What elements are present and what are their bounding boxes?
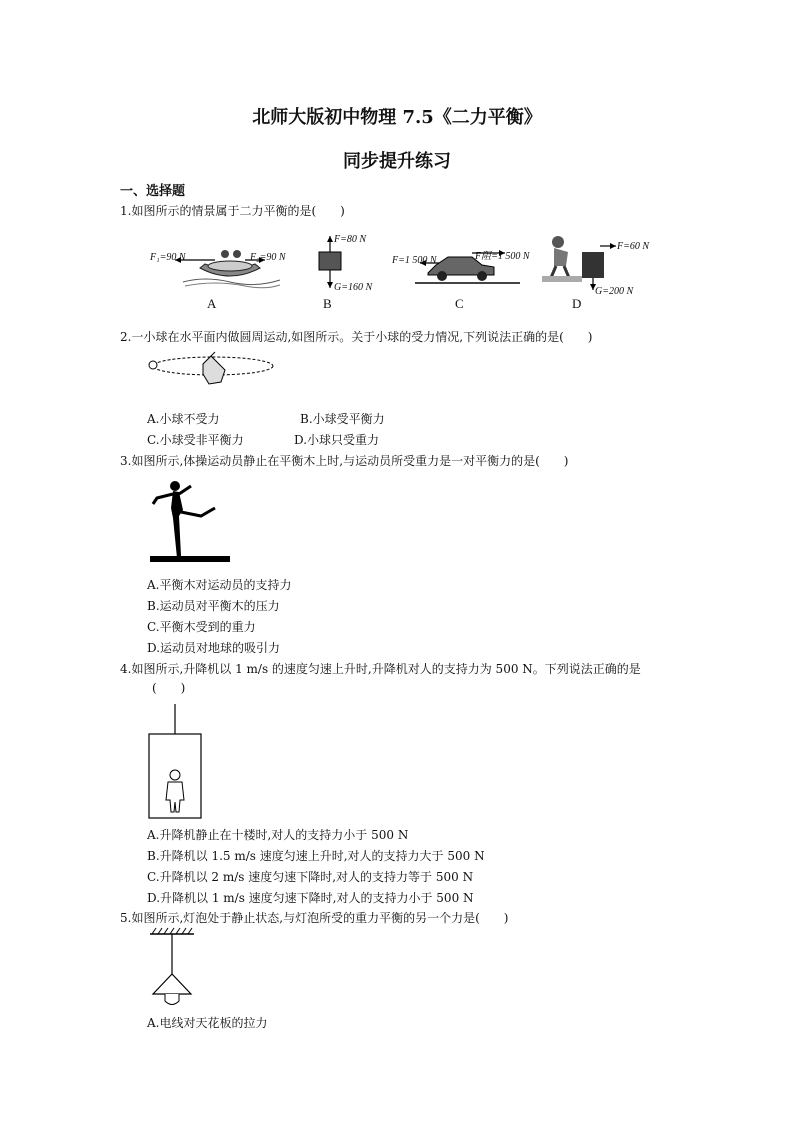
q4-option-a: A.升降机静止在十楼时,对人的支持力小于 500 N (147, 828, 409, 842)
q4-option-d: D.升降机以 1 m/s 速度匀速下降时,对人的支持力小于 500 N (147, 891, 474, 905)
fig-b-caption: B (323, 296, 332, 311)
q2-option-c: C.小球受非平衡力 (147, 433, 244, 447)
question-1-text: 1.如图所示的情景属于二力平衡的是( ) (120, 204, 345, 218)
elevator-figure (147, 704, 203, 820)
gymnast-figure (145, 478, 230, 568)
fig-b-g: G=160 N (334, 282, 373, 293)
q2-option-a: A.小球不受力 (147, 412, 220, 426)
section-heading: 一、选择题 (120, 184, 186, 199)
question-4-text: 4.如图所示,升降机以 1 m/s 的速度匀速上升时,升降机对人的支持力为 500 N。下列说法正确的是 (120, 662, 641, 676)
question-3-text: 3.如图所示,体操运动员静止在平衡木上时,与运动员所受重力是一对平衡力的是( ) (120, 454, 569, 468)
question-2-text: 2.一小球在水平面内做圆周运动,如图所示。关于小球的受力情况,下列说法正确的是( ) (120, 330, 593, 344)
q3-option-b: B.运动员对平衡木的压力 (147, 599, 280, 613)
fig-d-g: G=200 N (595, 286, 634, 297)
q2-option-b: B.小球受平衡力 (300, 412, 385, 426)
fig-c-caption: C (455, 296, 464, 311)
question-4-paren: ( ) (152, 681, 186, 695)
page-title: 北师大版初中物理 7.5《二力平衡》 (252, 107, 542, 128)
question-5-text: 5.如图所示,灯泡处于静止状态,与灯泡所受的重力平衡的另一个力是( ) (120, 911, 509, 925)
fig-a-caption: A (207, 296, 217, 311)
fig-d-caption: D (572, 296, 582, 311)
q4-option-c: C.升降机以 2 m/s 速度匀速下降时,对人的支持力等于 500 N (147, 870, 474, 884)
q2-option-d: D.小球只受重力 (294, 433, 380, 447)
q3-option-c: C.平衡木受到的重力 (147, 620, 256, 634)
q3-option-a: A.平衡木对运动员的支持力 (147, 578, 292, 592)
boat-illustration (145, 240, 295, 295)
q4-option-b: B.升降机以 1.5 m/s 速度匀速上升时,对人的支持力大于 500 N (147, 849, 485, 863)
q5-option-a: A.电线对天花板的拉力 (147, 1016, 268, 1030)
fig-d-f: F=60 N (617, 241, 650, 252)
fig-c-fz: F阻=1 500 N (475, 251, 530, 262)
fig-a-f2: F₂=90 N (250, 252, 286, 263)
fig-c-f: F=1 500 N (392, 255, 437, 266)
q3-option-d: D.运动员对地球的吸引力 (147, 641, 281, 655)
circular-motion-figure (145, 352, 275, 397)
push-box-illustration (540, 232, 620, 294)
page-subtitle: 同步提升练习 (343, 151, 451, 172)
fig-a-f1: F₁=90 N (150, 252, 186, 263)
fig-b-f: F=80 N (334, 234, 367, 245)
lamp-figure (148, 928, 198, 1010)
